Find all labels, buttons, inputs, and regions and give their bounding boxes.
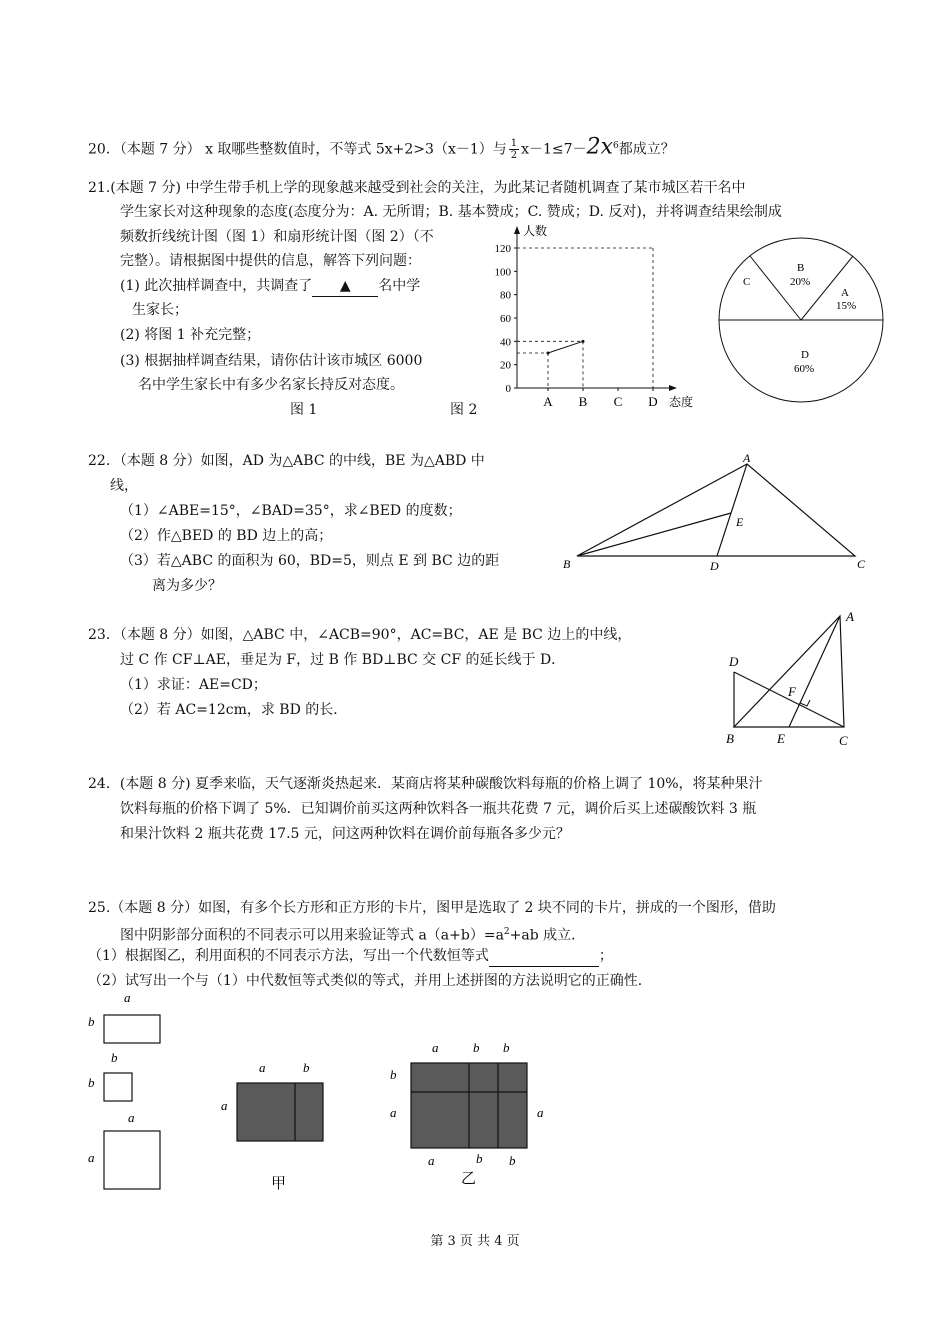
y-tick-label: 100: [494, 266, 511, 279]
label-f: F: [788, 684, 796, 699]
yi-top-b2: b: [503, 1040, 510, 1055]
q21-question-1-cont: 生家长；: [132, 302, 188, 318]
card-rect-a-label: a: [124, 990, 131, 1005]
q23-line-3: （1）求证：AE=CD；: [120, 677, 267, 693]
card-small-square-b: [104, 1073, 132, 1101]
jia-shaded-rect: [237, 1083, 323, 1141]
y-axis-label: 人数: [523, 224, 548, 238]
q23-line-1: 23．（本题 8 分）如图，△ABC 中，∠ACB=90°，AC=BC，AE 是 BC 边上的中线，: [88, 627, 632, 643]
triangle-figure-q22: [555, 448, 875, 578]
yi-bottom-b1: b: [476, 1151, 483, 1166]
slice-d-label: D: [801, 349, 809, 361]
y-tick-label: 120: [494, 243, 511, 255]
jia-top-a: a: [259, 1060, 266, 1075]
x-axis-label: 态度: [669, 395, 694, 409]
x-axis-arrow: [669, 385, 677, 391]
label-a: A: [846, 609, 854, 624]
label-d: D: [710, 559, 719, 573]
y-axis-arrow: [514, 226, 520, 234]
label-b: B: [726, 731, 734, 746]
figure-yi: [385, 1035, 555, 1190]
q21-question-3: (3) 根据抽样调查结果，请你估计该市城区 6000: [120, 353, 423, 369]
figure-1-caption: 图 1: [290, 402, 318, 418]
yi-left-a: a: [390, 1105, 397, 1120]
q20-text: 20．（本题 7 分） x 取哪些整数值时，不等式 5x+2>3（x－1）与 $\frac{1}{2}$ $x-1\le 7-2x^6$都成立？: [88, 134, 675, 162]
label-b: B: [563, 557, 571, 571]
x-category-label: B: [578, 394, 588, 409]
y-tick-label: 40: [500, 336, 511, 349]
label-c: C: [839, 733, 848, 748]
q22-line-5: （3）若△ABC 的面积为 60，BD=5，则点 E 到 BC 边的距: [120, 553, 500, 569]
pie-divider-c-b: [750, 256, 801, 320]
line-chart: [485, 222, 710, 412]
q21-question-3-cont: 名中学生家长中有多少名家长持反对态度。: [138, 377, 404, 393]
q24-line-1: 24．(本题 8 分) 夏季来临，天气逐渐炎热起来．某商店将某种碳酸饮料每瓶的价格上调了 10%，将某种果汁: [88, 776, 763, 792]
card-large-square-a: [104, 1131, 160, 1189]
slice-b-label: B: [797, 262, 805, 274]
yi-bottom-a: a: [428, 1153, 435, 1168]
jia-side-a: a: [221, 1098, 228, 1113]
y-tick-label: 20: [500, 359, 511, 372]
q21-line-4: 完整）。请根据图中提供的信息，解答下列问题：: [120, 253, 421, 269]
q24-line-2: 饮料每瓶的价格下调了 5%．已知调价前买这两种饮料各一瓶共花费 7 元，调价后买上述碳酸饮料 3 瓶: [120, 801, 757, 817]
cards-figure: [82, 990, 182, 1195]
label-c: C: [857, 557, 866, 571]
y-tick-label: 60: [500, 313, 511, 325]
slice-a-value: 15%: [836, 300, 857, 312]
q25-line-3: （1）根据图乙，利用面积的不同表示方法，写出一个代数恒等式 ；: [88, 946, 613, 967]
q22-line-4: （2）作△BED 的 BD 边上的高；: [120, 528, 333, 544]
x-category-label: A: [543, 394, 553, 409]
q22-line-2: 线，: [110, 478, 138, 494]
q21-question-2: (2) 将图 1 补充完整；: [120, 327, 261, 343]
card-small-top-label: b: [111, 1050, 118, 1065]
slice-d-value: 60%: [794, 363, 815, 375]
pie-chart: [715, 236, 890, 411]
q21-line-1: 21.(本题 7 分) 中学生带手机上学的现象越来越受到社会的关注，为此某记者随机调查了某市城区若干名中: [88, 180, 746, 196]
page-footer: 第 3 页 共 4 页: [430, 1234, 520, 1249]
q25-line-2: 图中阴影部分面积的不同表示可以用来验证等式 $a(a+b)=a^2+ab$ 成立．: [120, 927, 586, 944]
data-point: [582, 340, 585, 343]
yi-left-b: b: [390, 1067, 397, 1082]
q22-line-1: 22．（本题 8 分）如图，AD 为△ABC 的中线，BE 为△ABD 中: [88, 453, 485, 469]
segment-ae: [789, 616, 840, 727]
q25-line-4: （2）试写出一个与（1）中代数恒等式类似的等式，并用上述拼图的方法说明它的正确性．: [88, 973, 652, 989]
median-be: [577, 513, 731, 556]
yi-top-b1: b: [473, 1040, 480, 1055]
triangle-figure-q23: [720, 604, 870, 754]
card-large-top-label: a: [128, 1110, 135, 1125]
data-point: [547, 352, 550, 355]
figure-2-caption: 图 2: [450, 402, 478, 418]
yi-right-a: a: [537, 1105, 544, 1120]
slice-b-value: 20%: [790, 276, 811, 288]
x-category-label: C: [613, 394, 623, 409]
label-e: E: [777, 731, 785, 746]
x-category-label: D: [648, 394, 658, 409]
q23-line-4: （2）若 AC=12cm，求 BD 的长．: [120, 702, 348, 718]
card-rectangle-ab: [104, 1015, 160, 1043]
label-d: D: [729, 654, 739, 669]
series-line: [548, 341, 583, 353]
yi-top-a: a: [432, 1040, 439, 1055]
answer-blank[interactable]: ▲: [312, 276, 378, 297]
jia-caption: 甲: [271, 1176, 287, 1192]
yi-bottom-b2: b: [509, 1153, 516, 1168]
triangle-abc: [577, 464, 855, 556]
q25-line-1: 25.（本题 8 分）如图，有多个长方形和正方形的卡片，图甲是选取了 2 块不同的卡片，拼成的一个图形，借助: [88, 900, 776, 916]
q24-line-3: 和果汁饮料 2 瓶共花费 17.5 元，问这两种饮料在调价前每瓶各多少元？: [120, 826, 570, 842]
q21-question-1: (1) 此次抽样调查中，共调查了 ▲ 名中学: [120, 276, 420, 297]
segment-dc: [734, 672, 844, 727]
jia-top-b: b: [303, 1060, 310, 1075]
q21-line-2: 学生家长对这种现象的态度(态度分为：A. 无所谓；B. 基本赞成；C. 赞成；D. 反对)，并将调查结果绘制成: [120, 204, 782, 220]
figure-jia: [215, 1058, 335, 1193]
label-e: E: [736, 515, 744, 529]
triangle-abc: [734, 616, 844, 727]
q21-line-3: 频数折线统计图（图 1）和扇形统计图（图 2）（不: [120, 229, 434, 245]
label-a: A: [743, 451, 751, 465]
q22-line-6: 离为多少？: [152, 578, 222, 594]
q20-fraction: $\frac{1}{2}$: [510, 138, 518, 162]
card-large-side-label: a: [88, 1150, 95, 1165]
yi-caption: 乙: [461, 1171, 477, 1187]
q23-line-2: 过 C 作 CF⊥AE，垂足为 F，过 B 作 BD⊥BC 交 CF 的延长线于 D．: [120, 652, 566, 668]
slice-a-label: A: [841, 287, 849, 299]
y-tick-label: 0: [505, 383, 511, 395]
card-small-side-label: b: [88, 1075, 95, 1090]
identity-blank[interactable]: [489, 946, 599, 967]
slice-c-label: C: [743, 276, 751, 288]
q22-line-3: （1）∠ABE=15°，∠BAD=35°，求∠BED 的度数；: [120, 503, 462, 519]
card-rect-b-label: b: [88, 1014, 95, 1029]
y-tick-label: 80: [500, 289, 511, 302]
